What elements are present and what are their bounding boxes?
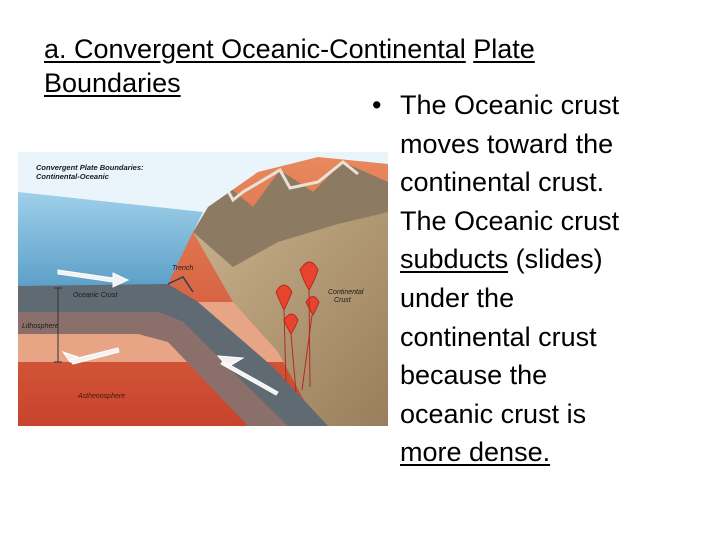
subduction-diagram <box>18 152 388 426</box>
bullet-line-1: The Oceanic crust <box>400 90 620 120</box>
subducts-term: subducts <box>400 244 509 275</box>
diagram-title-line-2: Continental-Oceanic <box>36 172 109 181</box>
subduction-diagram-svg <box>18 152 388 426</box>
more-dense-term: more dense. <box>400 437 551 468</box>
bullet-line-9: oceanic crust is <box>400 398 587 429</box>
bullet-line-7: continental crust <box>400 321 597 352</box>
diagram-title-line-1: Convergent Plate Boundaries: <box>36 163 144 172</box>
bullet-line-4: The Oceanic crust <box>400 205 620 236</box>
trench-label: Trench <box>172 265 194 272</box>
asthenosphere-label: Asthenosphere <box>78 393 126 400</box>
bullet-line-8: because the <box>400 360 548 391</box>
bullet-line-2: moves toward the <box>400 128 614 159</box>
bullet-line-6: under the <box>400 282 515 313</box>
title-line-1-prefix: a. Convergent Oceanic-Continental <box>44 34 466 64</box>
bullet-line-3: continental crust. <box>400 167 605 198</box>
continental-crust-label-line-1: Continental <box>328 289 364 296</box>
oceanic-crust-label: Oceanic Crust <box>73 292 118 299</box>
title-line-1 <box>44 32 684 66</box>
bullet-line-5-rest: (slides) <box>508 244 603 275</box>
bullet-text <box>400 86 710 472</box>
lithosphere-label: Lithosphere <box>22 323 59 330</box>
bullet-marker: • <box>372 90 382 120</box>
continental-crust-label-line-2: Crust <box>334 297 351 304</box>
bullet-line-5 <box>400 240 710 279</box>
title-line-2: Boundaries <box>44 68 181 98</box>
title-line-1-underlined: Plate <box>473 34 535 64</box>
